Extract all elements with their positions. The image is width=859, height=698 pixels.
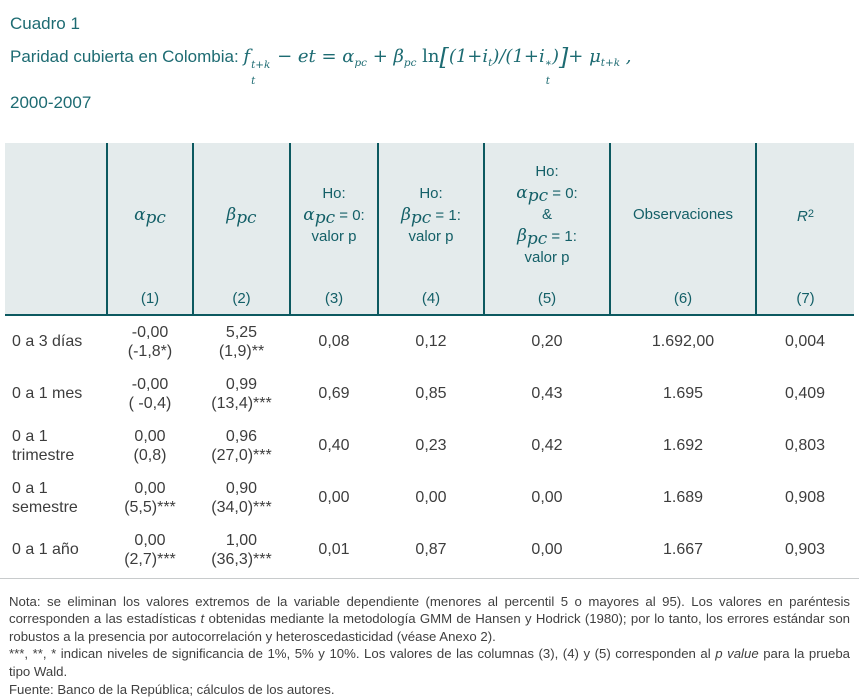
pvalue-joint-cell: 0,00 xyxy=(531,489,563,507)
header-col-pvalue-alpha xyxy=(290,143,378,315)
alpha-cell xyxy=(107,524,193,576)
caption-period: 2000-2007 xyxy=(10,92,92,112)
table-caption xyxy=(0,0,859,118)
col-header-label: $\beta_{pc}$ xyxy=(226,203,257,227)
table-row xyxy=(5,315,854,368)
row-label: 0 a 1 año xyxy=(12,541,79,559)
alpha-cell xyxy=(107,420,193,472)
pvalue-beta-cell: 0,23 xyxy=(415,437,447,455)
pvalue-alpha-cell: 0,08 xyxy=(318,333,350,351)
beta-estimate: 5,25 xyxy=(225,323,258,341)
header-col-observations xyxy=(610,143,756,315)
col-number: (6) xyxy=(673,289,693,307)
beta-cell xyxy=(193,472,290,524)
pvalue-alpha-cell: 0,01 xyxy=(318,541,350,559)
col-header-label: $\beta_{pc} = 1$: xyxy=(517,225,577,249)
note-line: ***, **, * indican niveles de significancia de 1%, 5% y 10%. Los valores de las columnas (3), (4) y (5) corresponden al p value para la prueba tipo Wald. xyxy=(9,646,850,679)
pvalue-alpha-cell: 0,69 xyxy=(318,385,350,403)
observations-cell: 1.695 xyxy=(662,385,704,403)
header-col-beta xyxy=(193,143,290,315)
beta-estimate: 0,90 xyxy=(225,479,258,497)
rsquared-cell: 0,803 xyxy=(784,437,826,455)
pvalue-joint-cell: 0,43 xyxy=(531,385,563,403)
col-number: (1) xyxy=(140,289,160,307)
col-number: (5) xyxy=(537,289,557,307)
beta-tstat: (1,9)** xyxy=(218,342,265,360)
row-label: 0 a 1 semestre xyxy=(12,479,78,516)
rsquared-cell: 0,908 xyxy=(784,489,826,507)
header-col-alpha xyxy=(107,143,193,315)
note-line: Nota: se eliminan los valores extremos de la variable dependiente (menores al percentil 5 o mayores al 95). Los valores en paréntesis corresponden a las estadísticas t obtenidas mediante la metodología GMM de Hansen y Hodrick (1980); por lo tanto, los errores estándar son robustos a la presencia por autocorrelación y heteroscedasticidad (véase Anexo 2). xyxy=(9,593,850,644)
row-label: 0 a 1 mes xyxy=(12,385,83,403)
pvalue-beta-cell: 0,85 xyxy=(415,385,447,403)
col-header-label: $\alpha_{pc}$ xyxy=(134,203,166,227)
header-col-pvalue-beta xyxy=(378,143,484,315)
pvalue-joint-cell: 0,00 xyxy=(531,541,563,559)
beta-tstat: (36,3)*** xyxy=(211,550,272,568)
alpha-estimate: -0,00 xyxy=(131,375,169,393)
note-line: Fuente: Banco de la República; cálculos de los autores. xyxy=(9,681,335,697)
col-number: (3) xyxy=(324,289,344,307)
col-header-label: Ho: xyxy=(322,184,346,202)
beta-tstat: (13,4)*** xyxy=(211,394,272,412)
observations-cell: 1.692 xyxy=(662,437,704,455)
pvalue-alpha-cell: 0,00 xyxy=(318,489,350,507)
caption-title-text: Paridad cubierta en Colombia: xyxy=(10,47,244,66)
col-header-label: valor p xyxy=(408,227,454,245)
caption-label: Cuadro 1 xyxy=(10,14,80,33)
alpha-cell xyxy=(107,368,193,420)
equation: f t+k t − et = $\alpha_{pc} + \beta_{pc}$ $\ln[(1+i_t)/(1+i$ * t )]+ $\mu_{t+k}$ , xyxy=(243,42,632,88)
beta-cell xyxy=(193,368,290,420)
beta-estimate: 1,00 xyxy=(225,531,258,549)
pvalue-beta-cell: 0,00 xyxy=(415,489,447,507)
alpha-tstat: (-1,8*) xyxy=(127,342,173,360)
col-header-label: $R^2$ xyxy=(797,207,814,225)
header-col-pvalue-joint xyxy=(484,143,610,315)
col-header-label: Ho: xyxy=(419,184,443,202)
col-header-label: $\beta_{pc} = 1$: xyxy=(401,203,461,227)
beta-cell xyxy=(193,524,290,576)
observations-cell: 1.667 xyxy=(662,541,704,559)
col-number: (2) xyxy=(232,289,251,307)
col-header-label: valor p xyxy=(311,227,357,245)
col-header-label: valor p xyxy=(524,249,570,267)
alpha-tstat: ( -0,4) xyxy=(128,394,172,412)
pvalue-alpha-cell: 0,40 xyxy=(318,437,350,455)
col-header-label: Observaciones xyxy=(632,206,734,224)
beta-tstat: (27,0)*** xyxy=(211,446,272,464)
col-number: (7) xyxy=(796,289,815,307)
col-number: (4) xyxy=(421,289,441,307)
alpha-cell xyxy=(107,315,193,368)
col-header-label: $\alpha_{pc} = 0$: xyxy=(303,203,365,227)
alpha-estimate: 0,00 xyxy=(134,531,166,549)
notes xyxy=(0,579,859,698)
col-header-label: Ho: xyxy=(535,163,559,181)
results-table xyxy=(5,143,854,576)
alpha-estimate: 0,00 xyxy=(134,479,166,497)
alpha-estimate: 0,00 xyxy=(134,427,166,445)
observations-cell: 1.689 xyxy=(662,489,704,507)
col-header-label: & xyxy=(541,206,552,224)
observations-cell: 1.692,00 xyxy=(651,333,715,351)
table-row xyxy=(5,368,854,420)
alpha-tstat: (2,7)*** xyxy=(124,550,176,568)
rsquared-cell: 0,409 xyxy=(784,385,826,403)
beta-cell xyxy=(193,315,290,368)
rsquared-cell: 0,903 xyxy=(784,541,826,559)
header-col-rsquared xyxy=(756,143,854,315)
table-row xyxy=(5,472,854,524)
pvalue-joint-cell: 0,20 xyxy=(531,333,563,351)
col-header-label: $\alpha_{pc} = 0$: xyxy=(516,182,578,206)
beta-cell xyxy=(193,420,290,472)
beta-estimate: 0,99 xyxy=(225,375,258,393)
alpha-tstat: (5,5)*** xyxy=(124,498,176,516)
beta-tstat: (34,0)*** xyxy=(211,498,272,516)
header-row xyxy=(5,143,854,315)
alpha-estimate: -0,00 xyxy=(131,323,169,341)
caption-title-line xyxy=(10,39,849,88)
header-col-rowlabels xyxy=(5,143,107,315)
alpha-cell xyxy=(107,472,193,524)
table-row xyxy=(5,524,854,576)
table-row xyxy=(5,420,854,472)
alpha-tstat: (0,8) xyxy=(133,446,167,464)
pvalue-joint-cell: 0,42 xyxy=(531,437,563,455)
beta-estimate: 0,96 xyxy=(225,427,258,445)
row-label: 0 a 3 días xyxy=(12,333,83,351)
pvalue-beta-cell: 0,12 xyxy=(415,333,447,351)
row-label: 0 a 1 trimestre xyxy=(12,427,75,464)
rsquared-cell: 0,004 xyxy=(784,333,826,351)
pvalue-beta-cell: 0,87 xyxy=(415,541,447,559)
